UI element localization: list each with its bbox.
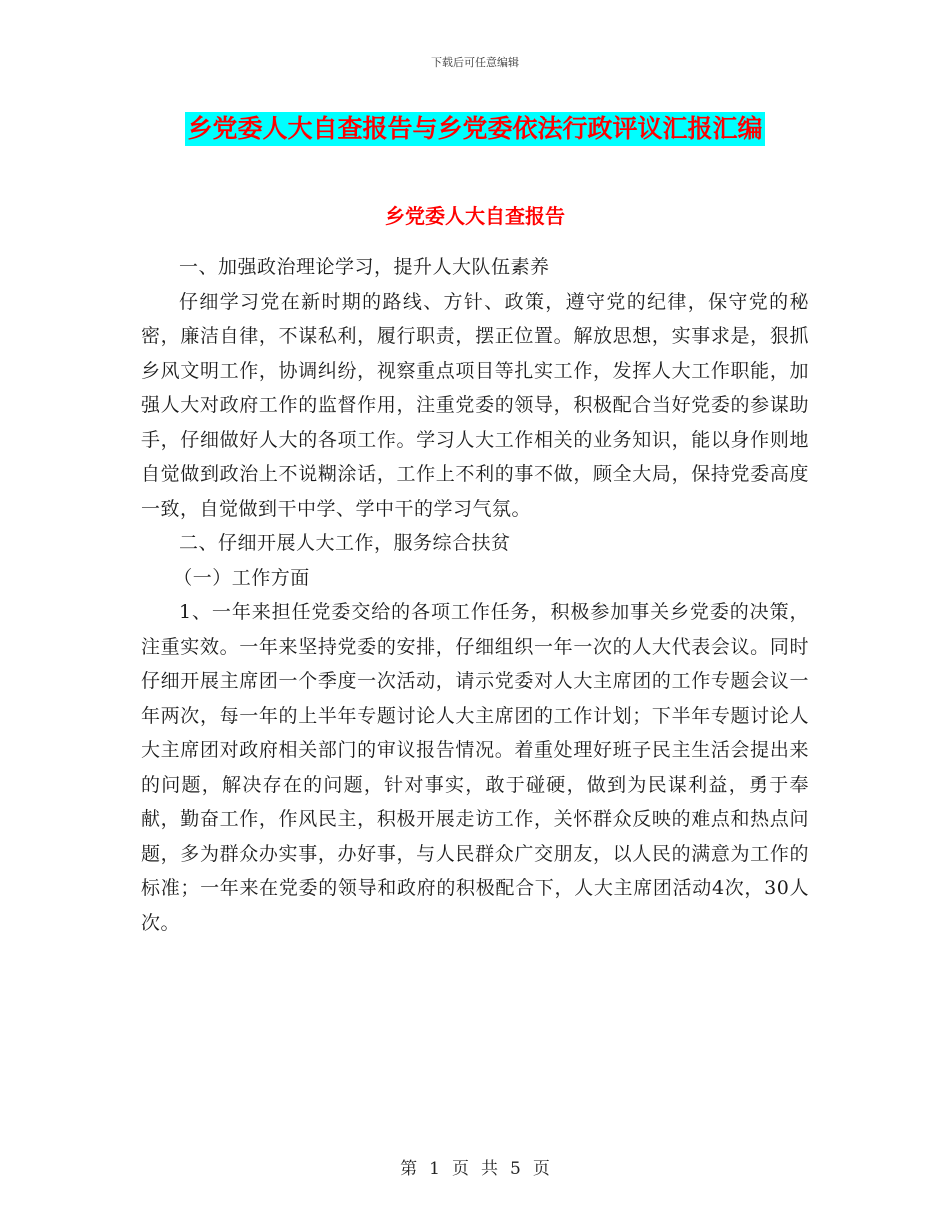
footer-total-label: 共 [481,1159,498,1179]
footer-page-unit: 页 [452,1159,469,1179]
footer-page-label: 第 [400,1159,418,1179]
footer-page-current: 1 [429,1159,440,1179]
footer-page-total: 5 [510,1159,521,1179]
sub-title: 乡党委人大自查报告 [385,204,565,228]
section1-body: 仔细学习党在新时期的路线、方针、政策，遵守党的纪律，保守党的秘密，廉洁自律，不谋私利，履行职责，摆正位置。解放思想，实事求是，狠抓乡风文明工作，协调纠纷，视察重点项目等扎实工作，发挥人大工作职能，加强人大对政府工作的监督作用，注重党委的领导，积极配合当好党委的参谋助手，仔细做好人大的各项工作。学习人大工作相关的业务知识，能以身作则地自觉做到政治上不说糊涂话，工作上不利的事不做，顾全大局，保持党委高度一致，自觉做到干中学、学中干的学习气氛。 [141,290,809,520]
footer-total-unit: 页 [532,1159,550,1179]
section2-heading: 二、仔细开展人大工作，服务综合扶贫 [179,532,511,554]
main-title: 乡党委人大自查报告与乡党委依法行政评议汇报汇编 [185,112,764,146]
item1-body: 1、一年来担任党委交给的各项工作任务，积极参加事关乡党委的决策，注重实效。一年来坚持党委的安排，仔细组织一年一次的人大代表会议。同时仔细开展主席团一个季度一次活动，请示党委对人大主席团的工作专题会议一年两次，每一年的上半年专题讨论人大主席团的工作计划；下半年专题讨论人大主席团对政府相关部门的审议报告情况。着重处理好班子民主生活会提出来的问题，解决存在的问题，针对事实，敢于碰硬，做到为民谋利益，勇于奉献，勤奋工作，作风民主，积极开展走访工作，关怀群众反映的难点和热点问题，多为群众办实事，办好事，与人民群众广交朋友，以人民的满意为工作的标准；一年来在党委的领导和政府的积极配合下，人大主席团活动4次，30人次。 [141,601,809,934]
document-body [141,250,809,940]
main-title-container [0,112,950,146]
header-note: 下载后可任意编辑 [431,56,519,69]
section1-heading: 一、加强政治理论学习，提升人大队伍素养 [179,256,550,278]
subsection1-heading: （一）工作方面 [173,566,310,589]
page-footer [0,1154,950,1179]
